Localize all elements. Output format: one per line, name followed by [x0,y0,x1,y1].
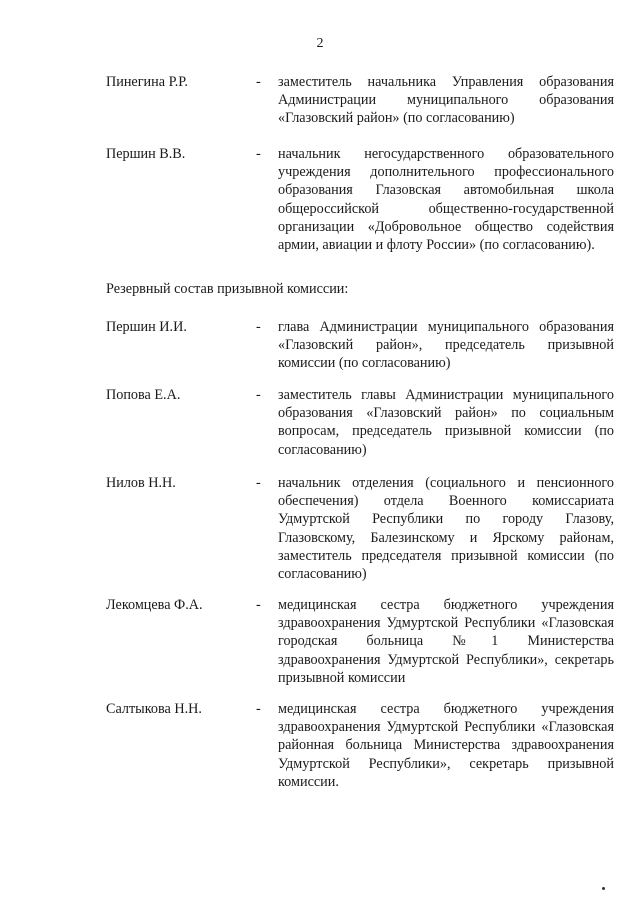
member-position: медицинская сестра бюджетного учреждения здравоохранения Удмуртской Республики «Глазовская районная больница Министерства здравоохранения Удмуртской Республики», секретарь призывной комиссии. [278,701,614,790]
dash-separator: - [256,319,261,335]
dash-separator: - [256,146,261,162]
dash-separator: - [256,475,261,491]
dash-separator: - [256,597,261,613]
dash-separator: - [256,74,261,90]
member-position: заместитель начальника Управления образования Администрации муниципального образования «Глазовский район» (по согласованию) [278,74,614,127]
member-position: медицинская сестра бюджетного учреждения здравоохранения Удмуртской Республики «Глазовская городская больница №1 Министерства здравоохранения Удмуртской Республики», секретарь призывной комиссии [278,597,614,686]
member-name: Першин В.В. [106,146,186,162]
scan-speck [602,887,605,890]
member-position: глава Администрации муниципального образования «Глазовский район», председатель призывной комиссии (по согласованию) [278,319,614,372]
member-position: начальник негосударственного образовательного учреждения дополнительного профессионального образования Глазовская автомобильная школа общероссийской общественно-государственной организации «Добровольное общество содействия армии, авиации и флоту России» (по согласованию). [278,146,614,254]
section-heading-reserve: Резервный состав призывной комиссии: [106,281,349,297]
dash-separator: - [256,701,261,717]
member-position: начальник отделения (социального и пенсионного обеспечения) отдела Военного комиссариата Удмуртской Республики по городу Глазову, Глазовскому, Балезинскому и Ярскому районам, заместитель председателя призывной комиссии (по согласованию) [278,475,614,583]
member-name: Попова Е.А. [106,387,181,403]
member-name: Першин И.И. [106,319,187,335]
member-name: Лекомцева Ф.А. [106,597,203,613]
member-name: Нилов Н.Н. [106,475,176,491]
page-number: 2 [316,36,324,51]
member-name: Пинегина Р.Р. [106,74,188,90]
member-name: Салтыкова Н.Н. [106,701,202,717]
member-position: заместитель главы Администрации муниципального образования «Глазовский район» по социальным вопросам, председатель призывной комиссии (по согласованию) [278,387,614,458]
dash-separator: - [256,387,261,403]
